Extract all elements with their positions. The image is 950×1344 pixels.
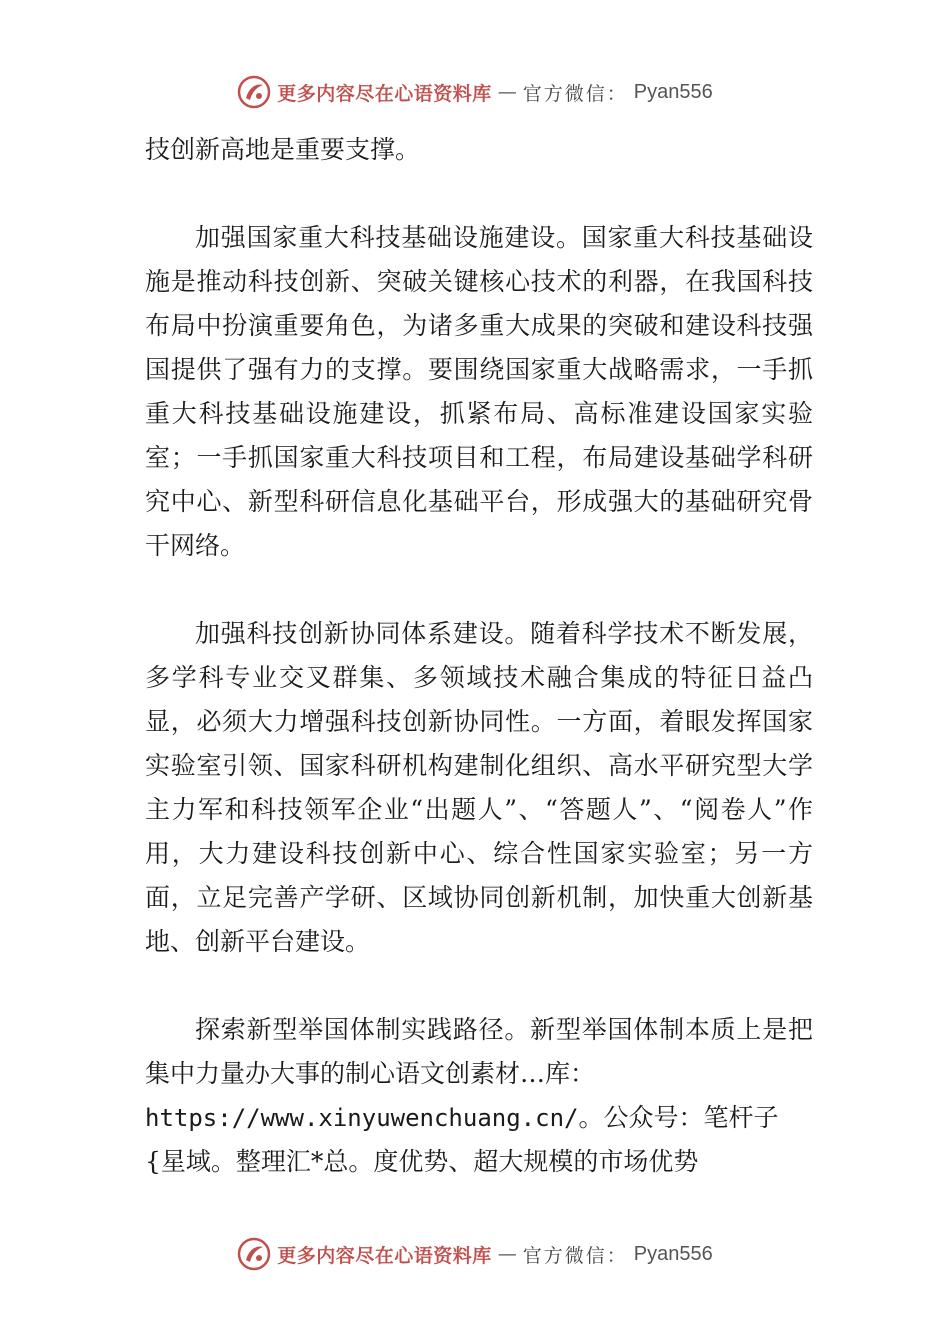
- paragraph-collaboration: 加强科技创新协同体系建设。随着科学技术不断发展，多学科专业交叉群集、多领域技术融合集成的特征日益凸显，必须大力增强科技创新协同性。一方面，着眼发挥国家实验室引领、国家科研机构建制化组织、高水平研究型大学主力军和科技领军企业“出题人”、“答题人”、“阅卷人”作用，大力建设科技创新中心、综合性国家实验室；另一方面，立足完善产学研、区域协同创新机制，加快重大创新基地、创新平台建设。: [145, 619, 813, 956]
- banner-wechat-id: Pyan556: [633, 1242, 713, 1265]
- banner-brand-text: 更多内容尽在心语资料库: [277, 1244, 492, 1267]
- footer-watermark-banner: [0, 1234, 950, 1274]
- paragraph-new-system-line2: 。公众号：笔杆子: [578, 1103, 779, 1132]
- paragraph-new-system-line1: 探索新型举国体制实践路径。新型举国体制本质上是把集中力量办大事的制心语文创素材…库：: [145, 1015, 813, 1088]
- banner-separator: —: [497, 81, 517, 103]
- brand-logo-icon: [237, 1237, 271, 1271]
- banner-wechat-id: Pyan556: [633, 80, 713, 103]
- paragraph-infrastructure: 加强国家重大科技基础设施建设。国家重大科技基础设施是推动科技创新、突破关键核心技术的利器，在我国科技布局中扮演重要角色，为诸多重大成果的突破和建设科技强国提供了强有力的支撑。要围绕国家重大战略需求，一手抓重大科技基础设施建设，抓紧布局、高标准建设国家实验室；一手抓国家重大科技项目和工程，布局建设基础学科研究中心、新型科研信息化基础平台，形成强大的基础研究骨干网络。: [145, 223, 813, 560]
- banner-separator: —: [497, 1243, 517, 1265]
- document-body: [145, 128, 813, 1184]
- header-watermark-banner: [0, 72, 950, 112]
- brand-logo-icon: [237, 75, 271, 109]
- paragraph-continuation: 技创新高地是重要支撑。: [145, 135, 421, 164]
- banner-wechat-label: 官方微信：: [522, 1244, 628, 1267]
- paragraph-new-system: [145, 1008, 813, 1184]
- banner-brand-text: 更多内容尽在心语资料库: [277, 82, 492, 105]
- banner-wechat-label: 官方微信：: [522, 82, 628, 105]
- paragraph-new-system-line3: {星域。整理汇*总。度优势、超大规模的市场优势: [145, 1147, 699, 1176]
- source-url-link[interactable]: https://www.xinyuwenchuang.cn/: [145, 1104, 579, 1132]
